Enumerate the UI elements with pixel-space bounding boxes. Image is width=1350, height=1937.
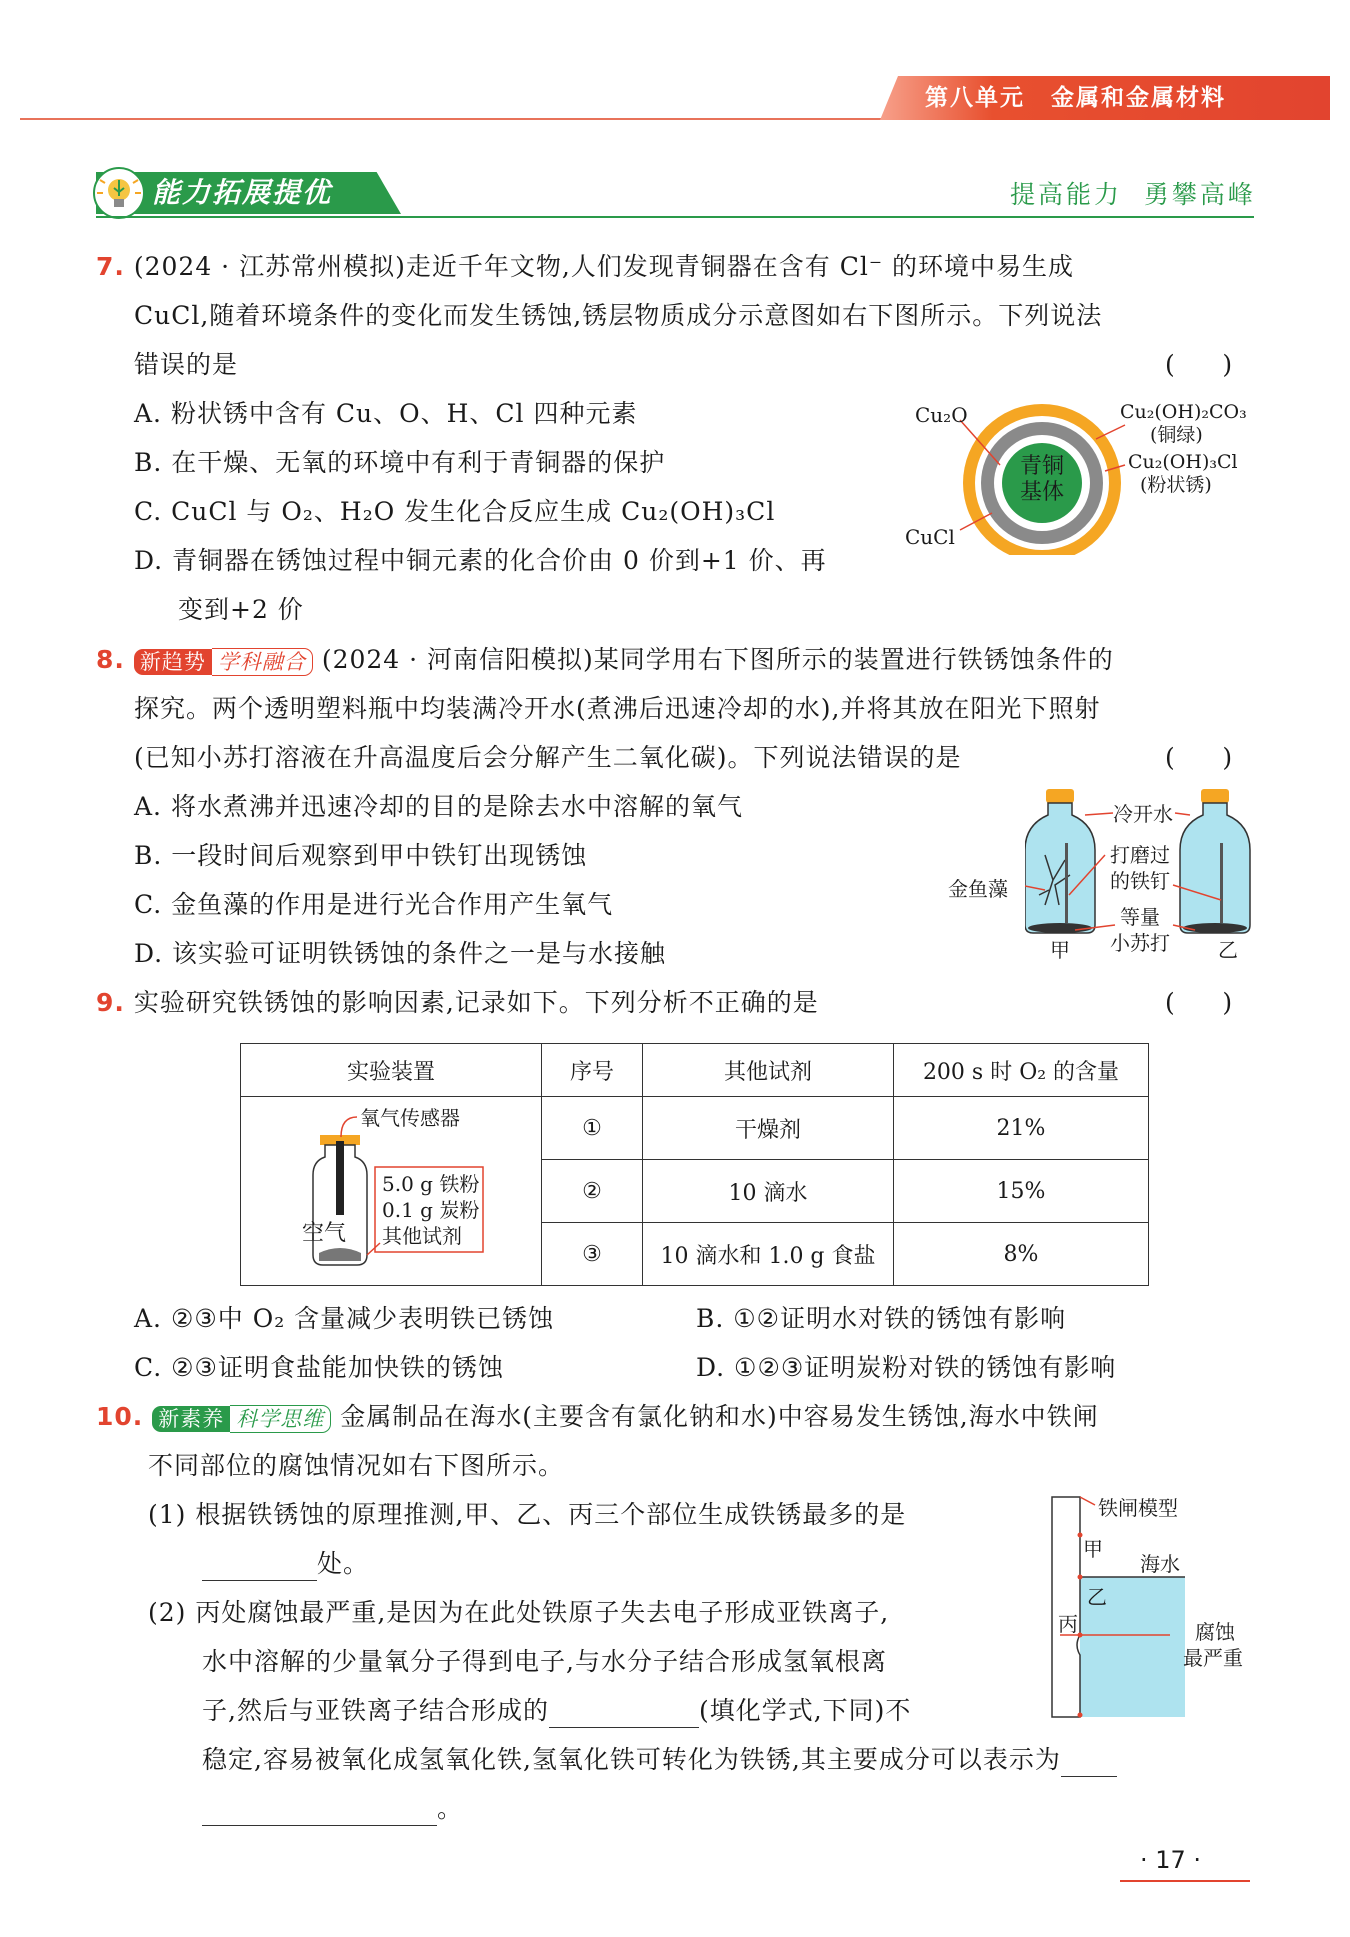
q10-part1-a: (1) 根据铁锈蚀的原理推测,甲、乙、丙三个部位生成铁锈最多的是: [148, 1500, 907, 1529]
section-underline: [96, 216, 1254, 218]
q10-stem-2: 不同部位的腐蚀情况如右下图所示。: [148, 1451, 565, 1480]
q10-label-jia: 甲: [1083, 1537, 1103, 1561]
table-cell: 8%: [894, 1223, 1149, 1286]
q7-line1: [96, 250, 1074, 284]
q8-option-c[interactable]: C. 金鱼藻的作用是进行光合作用产生氧气: [134, 890, 614, 919]
q7-label-core-2: 基体: [1020, 480, 1065, 505]
table-cell: ②: [542, 1160, 643, 1223]
page-number: · 17 ·: [1140, 1846, 1202, 1874]
q10-part2-e: [202, 1792, 463, 1826]
q10-blank-2[interactable]: [549, 1699, 699, 1728]
q8-line1: [96, 643, 1114, 677]
q8-label-jia: 甲: [1050, 938, 1070, 962]
q8-stem-1: (2024 · 河南信阳模拟)某同学用右下图所示的装置进行铁锈蚀条件的: [321, 645, 1114, 674]
q10-part1-suffix: 处。: [317, 1549, 370, 1578]
q9-option-b[interactable]: B. ①②证明水对铁的锈蚀有影响: [696, 1304, 1067, 1333]
q10-label-bing: 丙: [1058, 1612, 1078, 1636]
q7-stem-3: 错误的是: [134, 350, 239, 379]
q9-answer-paren[interactable]: ( ): [1165, 988, 1233, 1017]
q10-part2-b: 水中溶解的少量氧分子得到电子,与水分子结合形成氢氧根离: [202, 1647, 887, 1676]
q7-option-d-2: 变到+2 价: [178, 595, 304, 624]
q10-blank-1[interactable]: [202, 1552, 317, 1581]
q7-stem-1: (2024 · 江苏常州模拟)走近千年文物,人们发现青铜器在含有 Cl⁻ 的环境中易生成: [133, 252, 1074, 281]
q7-option-d-1[interactable]: D. 青铜器在锈蚀过程中铜元素的化合价由 0 价到+1 价、再: [134, 546, 827, 575]
q8-number: 8.: [96, 645, 125, 674]
q7-answer-paren[interactable]: ( ): [1165, 350, 1233, 379]
section-slogan: 提高能力 勇攀高峰: [1010, 180, 1256, 209]
table-cell: 10 滴水和 1.0 g 食盐: [643, 1223, 894, 1286]
table-cell: ③: [542, 1223, 643, 1286]
table-cell: 10 滴水: [643, 1160, 894, 1223]
q9-option-a[interactable]: A. ②③中 O₂ 含量减少表明铁已锈蚀: [134, 1304, 555, 1333]
q10-label-model: 铁闸模型: [1098, 1496, 1178, 1520]
page-number-underline: [1120, 1880, 1250, 1882]
q8-label-weed: 金鱼藻: [948, 877, 1008, 901]
q10-tag-literacy: 新素养: [152, 1406, 230, 1432]
q10-part2-d-text: 稳定,容易被氧化成氢氧化铁,氢氧化铁可转化为铁锈,其主要成分可以表示为: [202, 1745, 1061, 1774]
q9-stem: 实验研究铁锈蚀的影响因素,记录如下。下列分析不正确的是: [133, 988, 819, 1017]
bulb-icon: [92, 166, 146, 220]
q10-number: 10.: [96, 1402, 144, 1431]
header-title: [925, 80, 1305, 116]
q8-stem-2: 探究。两个透明塑料瓶中均装满冷开水(煮沸后迅速冷却的水),并将其放在阳光下照射: [134, 694, 1101, 723]
q9-label-sensor: 氧气传感器: [360, 1106, 460, 1130]
header-chapter: 金属和金属材料: [1051, 85, 1226, 111]
q7-number: 7.: [96, 252, 125, 281]
q8-label-nail-2: 的铁钉: [1110, 869, 1170, 893]
q10-part2-c-suffix: (填化学式,下同)不: [698, 1696, 912, 1725]
q7-label-cucl: CuCl: [905, 525, 955, 549]
table-header-cell: 200 s 时 O₂ 的含量: [894, 1044, 1149, 1097]
q8-label-soda-2: 小苏打: [1110, 931, 1170, 955]
table-header-cell: 实验装置: [241, 1044, 542, 1097]
q7-option-b[interactable]: B. 在干燥、无氧的环境中有利于青铜器的保护: [134, 448, 666, 477]
q7-stem-2: CuCl,随着环境条件的变化而发生锈蚀,锈层物质成分示意图如右下图所示。下列说法: [134, 301, 1103, 330]
q7-label-powder-2: (粉状锈): [1140, 474, 1212, 496]
q8-label-nail-1: 打磨过: [1110, 843, 1170, 867]
q10-label-sea: 海水: [1140, 1552, 1180, 1576]
q8-label-yi: 乙: [1218, 938, 1238, 962]
table-cell: ①: [542, 1097, 643, 1160]
table-cell: 21%: [894, 1097, 1149, 1160]
q10-blank-3a[interactable]: [1061, 1748, 1117, 1777]
q7-label-green-2: (铜绿): [1150, 424, 1203, 446]
q10-stem-1: 金属制品在海水(主要含有氯化钠和水)中容易发生锈蚀,海水中铁闸: [340, 1402, 1099, 1431]
q7-option-c[interactable]: C. CuCl 与 O₂、H₂O 发生化合反应生成 Cu₂(OH)₃Cl: [134, 497, 776, 526]
q10-label-yi: 乙: [1087, 1585, 1107, 1609]
q8-answer-paren[interactable]: ( ): [1165, 743, 1233, 772]
table-cell: 15%: [894, 1160, 1149, 1223]
section-title: 能力拓展提优: [152, 176, 333, 209]
q7-option-a[interactable]: A. 粉状锈中含有 Cu、O、H、Cl 四种元素: [134, 399, 638, 428]
table-header-row: [241, 1044, 1149, 1097]
header-unit: 第八单元: [925, 85, 1025, 111]
q8-option-b[interactable]: B. 一段时间后观察到甲中铁钉出现锈蚀: [134, 841, 588, 870]
q7-label-powder-1: Cu₂(OH)₃Cl: [1128, 451, 1238, 473]
q9-option-c[interactable]: C. ②③证明食盐能加快铁的锈蚀: [134, 1353, 504, 1382]
q9-line1: [96, 986, 819, 1020]
q10-part2-c-prefix: 子,然后与亚铁离子结合形成的: [202, 1696, 549, 1725]
q10-gate-diagram: [1050, 1495, 1190, 1725]
q9-label-box-2: 0.1 g 炭粉: [382, 1198, 480, 1222]
q8-option-d[interactable]: D. 该实验可证明铁锈蚀的条件之一是与水接触: [134, 939, 667, 968]
q8-stem-3: (已知小苏打溶液在升高温度后会分解产生二氧化碳)。下列说法错误的是: [134, 743, 962, 772]
q10-part1-b: [202, 1547, 369, 1581]
q10-label-worst-2: 最严重: [1183, 1646, 1243, 1670]
q10-part2-d: [202, 1743, 1117, 1777]
q10-tag-thinking: 科学思维: [230, 1405, 331, 1433]
q10-part2-e-suffix: 。: [437, 1794, 464, 1823]
q8-tag-subject: 学科融合: [212, 648, 313, 676]
q8-option-a[interactable]: A. 将水煮沸并迅速冷却的目的是除去水中溶解的氧气: [134, 792, 743, 821]
q10-line1: [96, 1400, 1099, 1434]
q9-option-d[interactable]: D. ①②③证明炭粉对铁的锈蚀有影响: [696, 1353, 1117, 1382]
q7-label-core-1: 青铜: [1020, 454, 1065, 479]
q9-label-air: 空气: [302, 1221, 347, 1246]
q9-label-box-3: 其他试剂: [382, 1224, 462, 1248]
q8-tag-trend: 新趋势: [134, 649, 212, 675]
table-cell: 干燥剂: [643, 1097, 894, 1160]
q8-label-water: 冷开水: [1113, 802, 1173, 826]
q7-label-cu2o: Cu₂O: [915, 403, 968, 427]
q10-part2-a: (2) 丙处腐蚀最严重,是因为在此处铁原子失去电子形成亚铁离子,: [148, 1598, 890, 1627]
q10-label-worst-1: 腐蚀: [1195, 1620, 1235, 1644]
q9-label-box-1: 5.0 g 铁粉: [382, 1172, 480, 1196]
q7-label-green-1: Cu₂(OH)₂CO₃: [1120, 401, 1247, 423]
table-header-cell: 序号: [542, 1044, 643, 1097]
q10-blank-3b[interactable]: [202, 1797, 437, 1826]
table-header-cell: 其他试剂: [643, 1044, 894, 1097]
q9-number: 9.: [96, 988, 125, 1017]
q8-label-soda-1: 等量: [1120, 905, 1160, 929]
q10-part2-c: [202, 1694, 911, 1728]
